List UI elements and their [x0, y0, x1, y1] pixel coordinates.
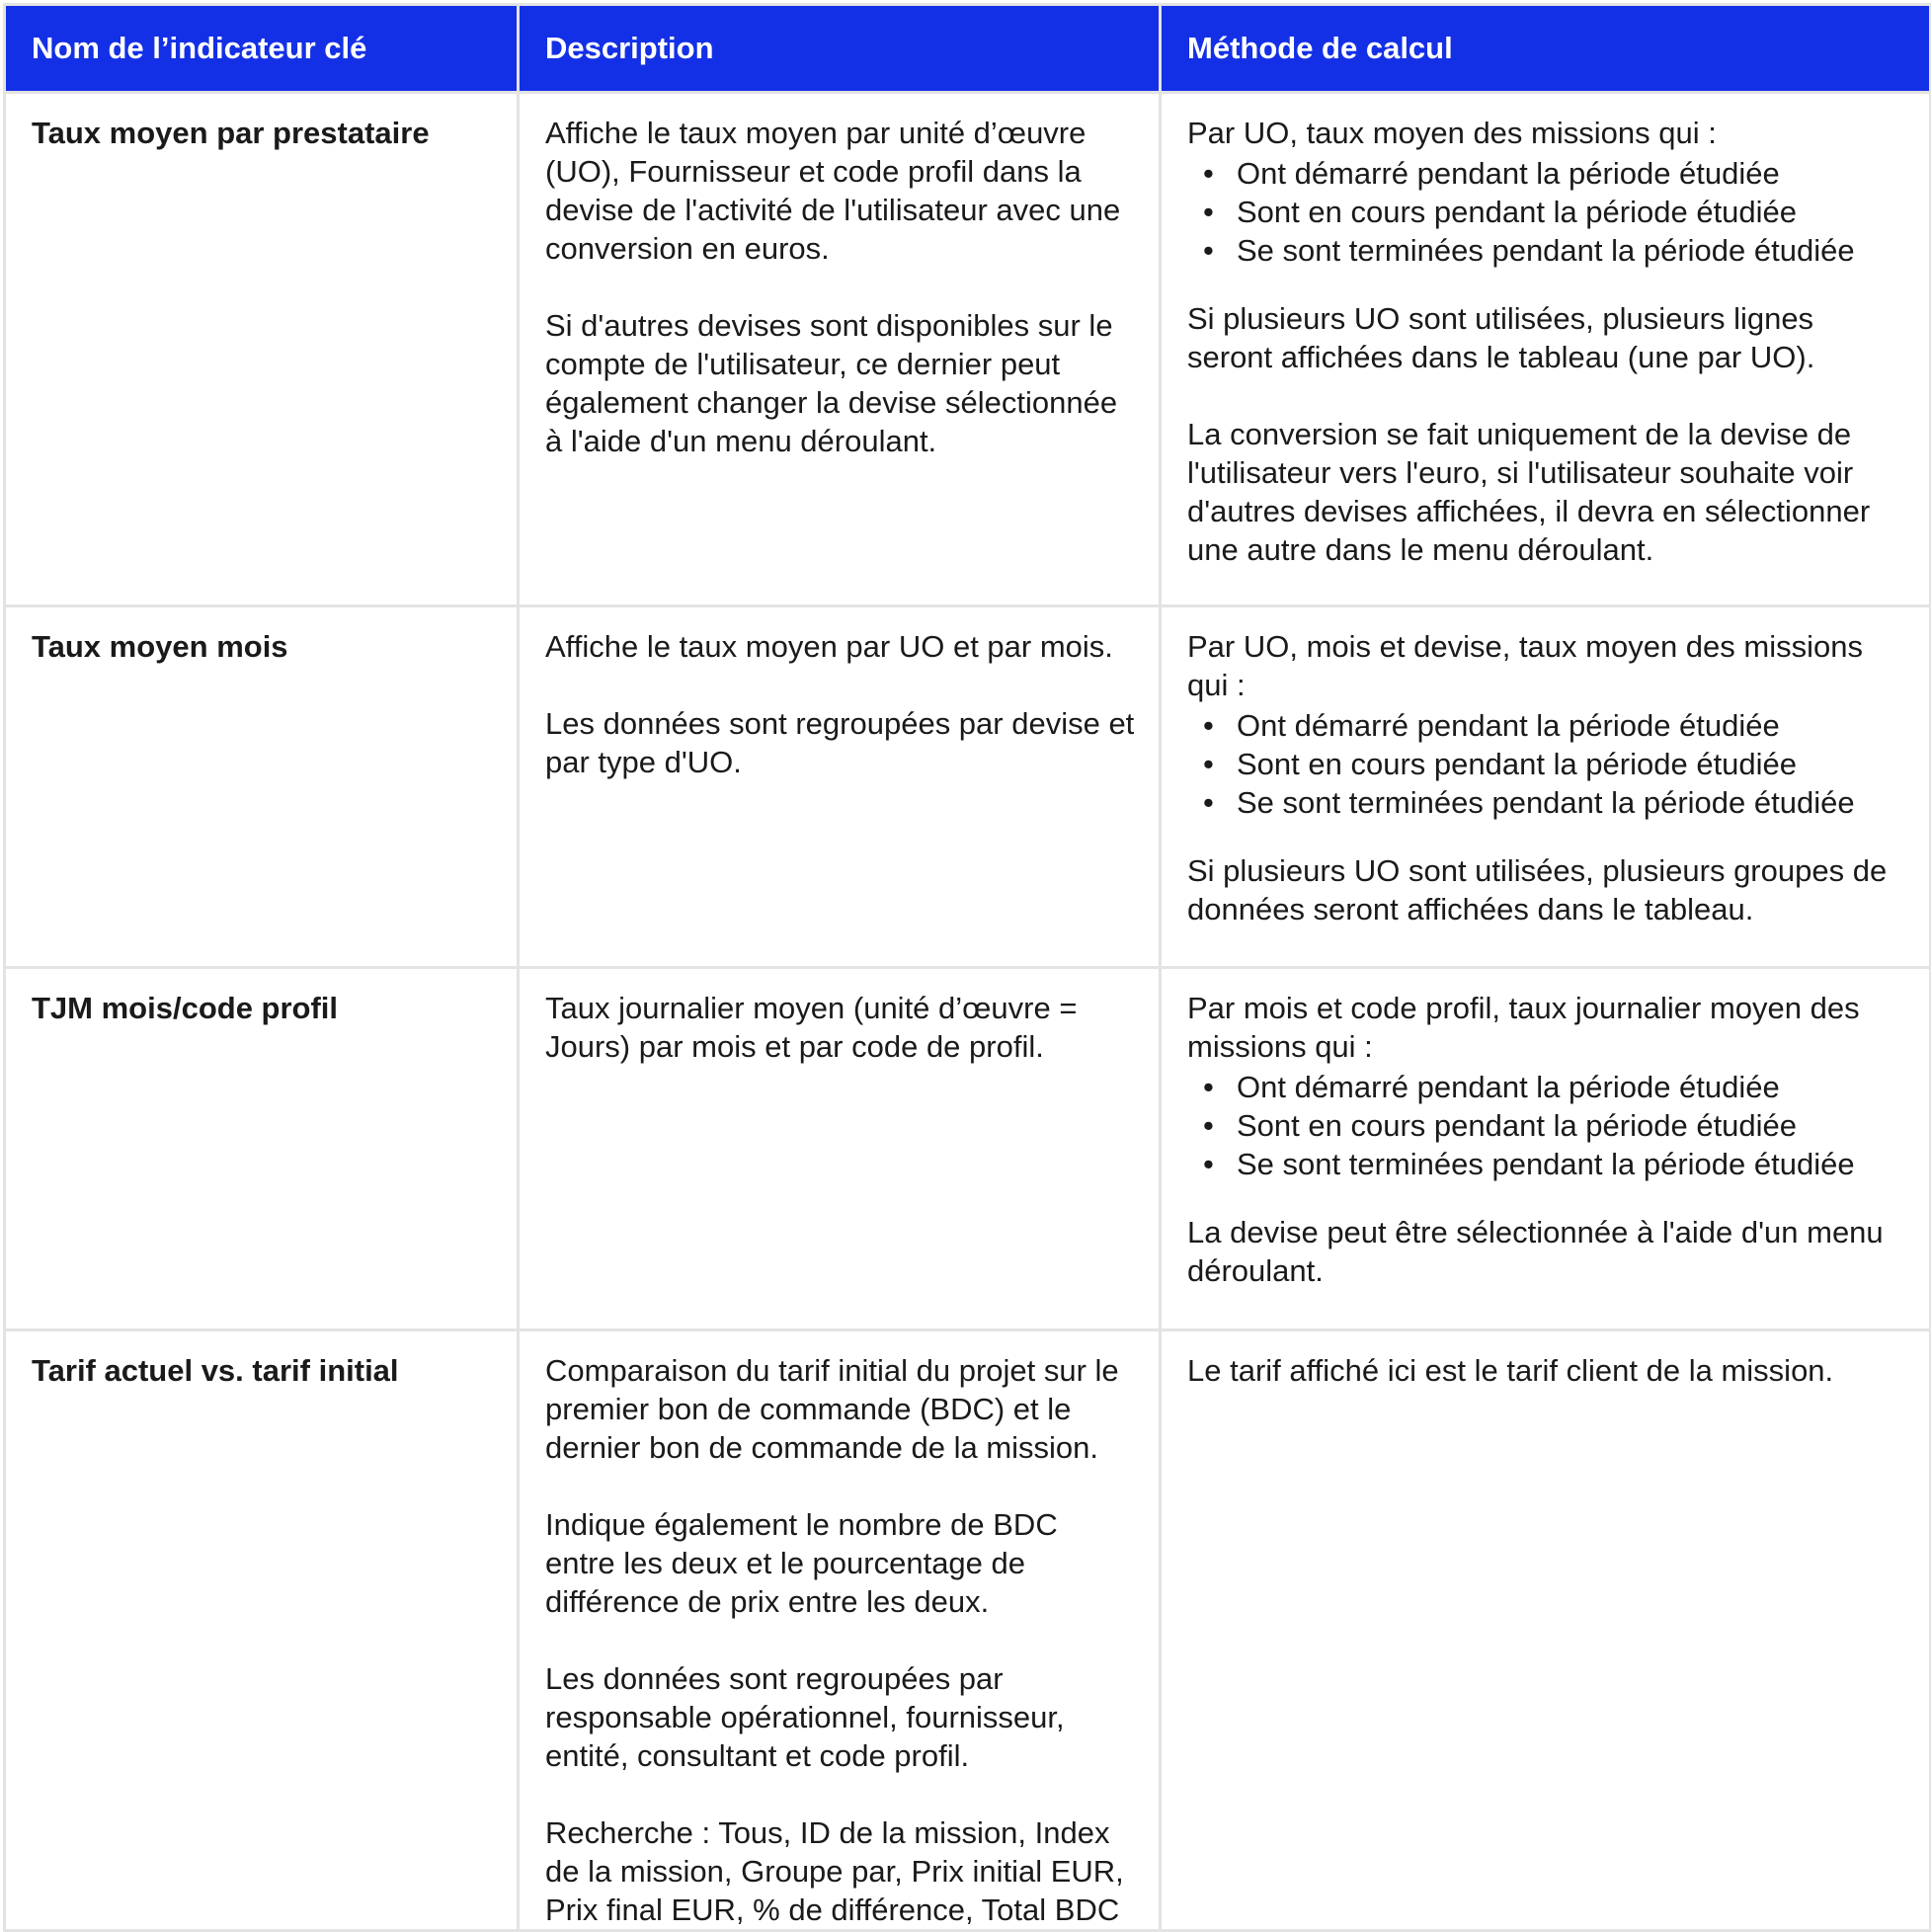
method-note: La conversion se fait uniquement de la devise de l'utilisateur vers l'euro, si l'utilisateur souhaite voir d'autres devises affichées, il devra en sélectionner une autre dans le menu déroulant.	[1187, 417, 1871, 567]
description-paragraph: Les données sont regroupées par devise et par type d'UO.	[545, 706, 1135, 779]
kpi-method	[1161, 1330, 1931, 1931]
description-paragraph: Comparaison du tarif initial du projet sur le premier bon de commande (BDC) et le dernier bon de commande de la mission.	[545, 1353, 1119, 1465]
kpi-description	[519, 93, 1161, 606]
description-paragraph: Affiche le taux moyen par unité d’œuvre (UO), Fournisseur et code profil dans la devise de l'activité de l'utilisateur avec une conversion en euros.	[545, 116, 1121, 266]
method-bullet-list	[1187, 154, 1905, 270]
method-intro: Le tarif affiché ici est le tarif client de la mission.	[1187, 1353, 1834, 1388]
description-paragraph: Recherche : Tous, ID de la mission, Index de la mission, Groupe par, Prix initial EUR, Prix final EUR, % de différence, Total BDC	[545, 1815, 1124, 1927]
header-method: Méthode de calcul	[1161, 5, 1931, 93]
description-paragraph: Affiche le taux moyen par UO et par mois.	[545, 629, 1113, 664]
list-item: • Se sont terminées pendant la période étudiée	[1237, 231, 1905, 270]
list-item: • Sont en cours pendant la période étudiée	[1237, 745, 1905, 783]
kpi-name: Tarif actuel vs. tarif initial	[5, 1330, 519, 1931]
kpi-method	[1161, 606, 1931, 968]
list-item: • Ont démarré pendant la période étudiée	[1237, 706, 1905, 745]
method-intro: Par mois et code profil, taux journalier moyen des missions qui :	[1187, 991, 1860, 1064]
header-description: Description	[519, 5, 1161, 93]
description-paragraph: Indique également le nombre de BDC entre les deux et le pourcentage de différence de prix entre les deux.	[545, 1507, 1058, 1619]
description-paragraph: Les données sont regroupées par responsable opérationnel, fournisseur, entité, consultant et code profil.	[545, 1661, 1065, 1773]
list-item: • Sont en cours pendant la période étudiée	[1237, 193, 1905, 231]
method-intro: Par UO, mois et devise, taux moyen des missions qui :	[1187, 629, 1863, 702]
table-row	[5, 93, 1931, 606]
kpi-name: Taux moyen par prestataire	[5, 93, 519, 606]
method-note: La devise peut être sélectionnée à l'aide d'un menu déroulant.	[1187, 1215, 1884, 1288]
header-name: Nom de l’indicateur clé	[5, 5, 519, 93]
method-intro: Par UO, taux moyen des missions qui :	[1187, 116, 1717, 150]
method-bullet-list	[1187, 1068, 1905, 1183]
kpi-description	[519, 1330, 1161, 1931]
kpi-table	[3, 3, 1931, 1932]
list-item: • Ont démarré pendant la période étudiée	[1237, 1068, 1905, 1106]
kpi-method	[1161, 968, 1931, 1330]
kpi-name: Taux moyen mois	[5, 606, 519, 968]
table-row	[5, 606, 1931, 968]
method-bullet-list	[1187, 706, 1905, 822]
method-note: Si plusieurs UO sont utilisées, plusieurs groupes de données seront affichées dans le tableau.	[1187, 853, 1888, 926]
list-item: • Ont démarré pendant la période étudiée	[1237, 154, 1905, 193]
description-paragraph: Taux journalier moyen (unité d’œuvre = Jours) par mois et par code de profil.	[545, 991, 1078, 1064]
kpi-description	[519, 606, 1161, 968]
list-item: • Se sont terminées pendant la période étudiée	[1237, 1145, 1905, 1183]
kpi-description	[519, 968, 1161, 1330]
header-row	[5, 5, 1931, 93]
kpi-name: TJM mois/code profil	[5, 968, 519, 1330]
kpi-method	[1161, 93, 1931, 606]
table-row	[5, 968, 1931, 1330]
list-item: • Se sont terminées pendant la période étudiée	[1237, 783, 1905, 822]
list-item: • Sont en cours pendant la période étudiée	[1237, 1106, 1905, 1145]
method-note: Si plusieurs UO sont utilisées, plusieurs lignes seront affichées dans le tableau (une par UO).	[1187, 301, 1815, 374]
description-paragraph: Si d'autres devises sont disponibles sur le compte de l'utilisateur, ce dernier peut également changer la devise sélectionnée à l'aide d'un menu déroulant.	[545, 308, 1118, 458]
table-row	[5, 1330, 1931, 1931]
